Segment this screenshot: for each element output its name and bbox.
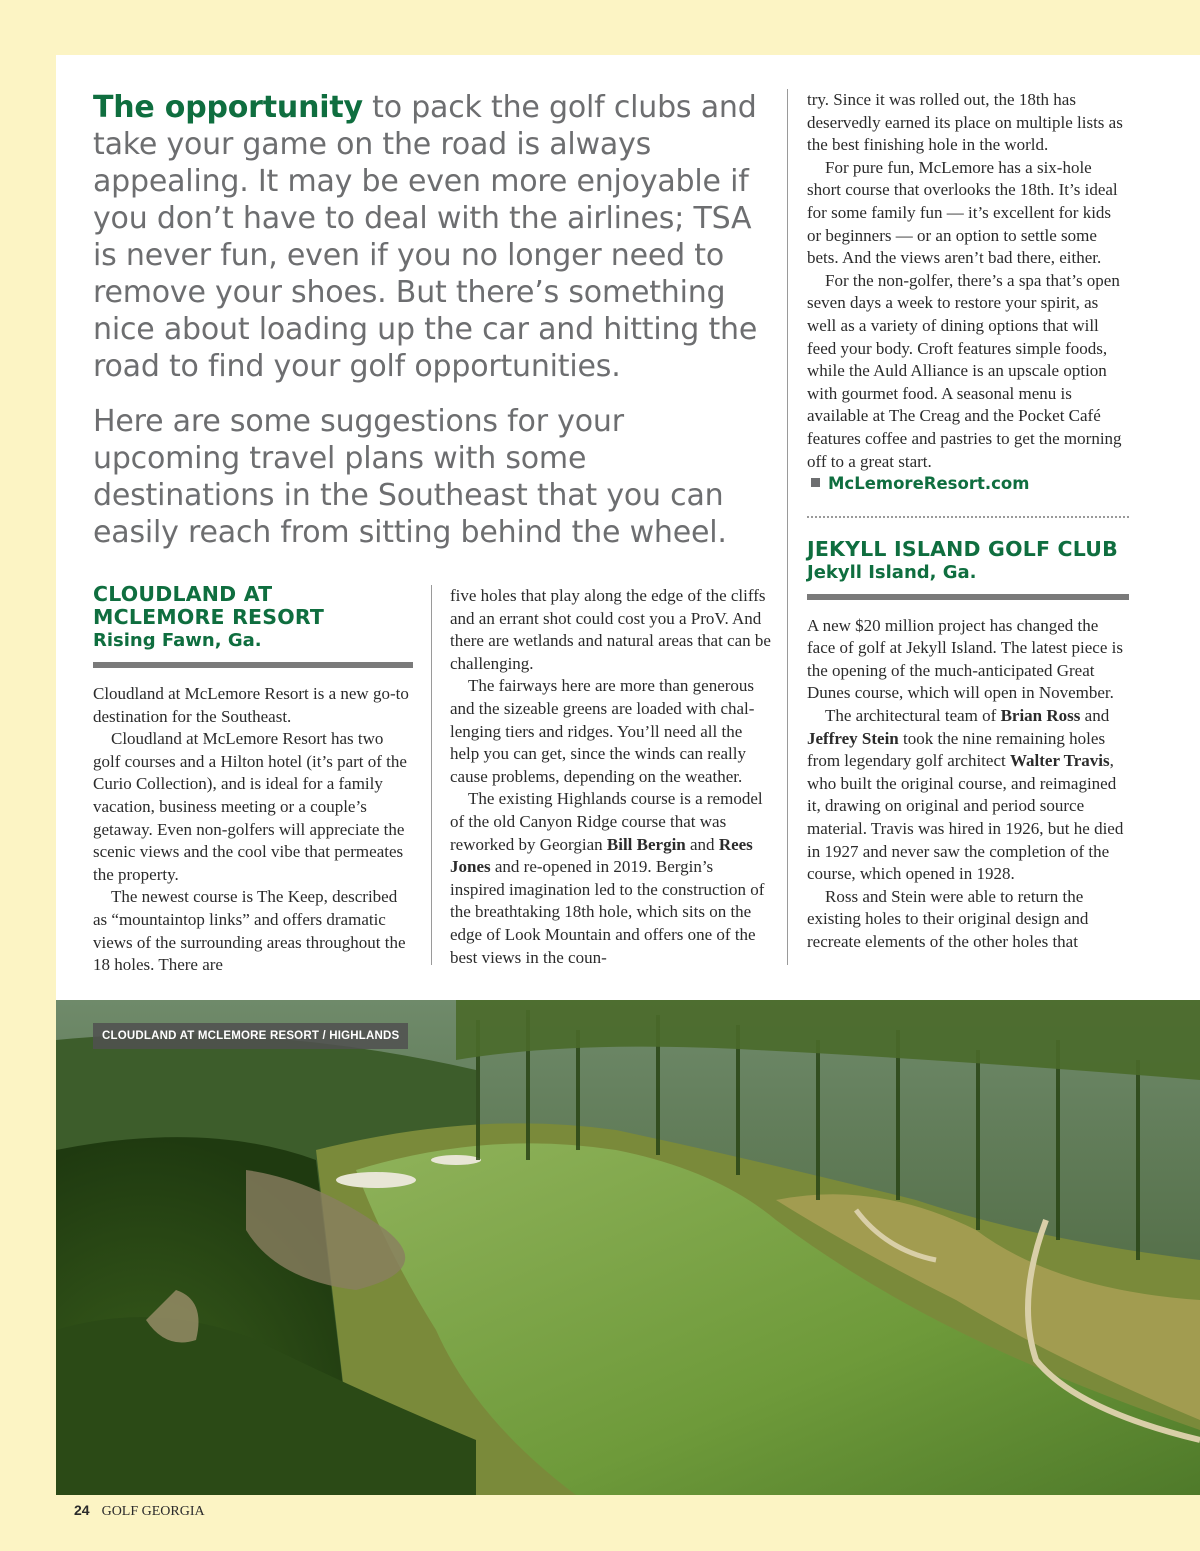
intro-lead: The opportunity — [93, 90, 363, 125]
body-paragraph: Ross and Stein were able to return the existing holes to their original design and recreate elements of the other holes that — [807, 886, 1089, 951]
body-text: and — [685, 834, 719, 854]
body-paragraph: Cloudland at McLemore Resort is a new go-to destination for the Southeast. — [93, 684, 409, 726]
body-text: and re-opened in 2019. Bergin’s inspired imagination led to the construction of the breathtaking 18th hole, which sits on the edge of Look Mountain and offers one of the best views in the coun- — [450, 857, 765, 967]
body-text: and — [1080, 706, 1110, 726]
golf-course-photo — [56, 1000, 1200, 1495]
body-paragraph: The newest course is The Keep, described as “mountaintop links” and offers dramatic views of the surrounding areas throughout the 18 holes. There are — [93, 887, 406, 975]
body-paragraph: try. Since it was rolled out, the 18th has deservedly earned its place on multiple lists as the best finishing hole in the world. — [807, 90, 1123, 155]
intro-paragraph-2: Here are some suggestions for your upcoming travel plans with some destinations in the Southeast that you can easily reach from sitting behind the wheel. — [93, 404, 727, 550]
photo-caption: CLOUDLAND AT MCLEMORE RESORT / HIGHLANDS — [93, 1023, 408, 1049]
column-2 — [450, 585, 772, 969]
section-rule — [93, 662, 413, 668]
body-paragraph: For the non-golfer, there’s a spa that’s open seven days a week to restore your spirit, as well as a variety of dining options that will feed your body. Croft features simple foods, while the Auld Alliance is an upscale option with gourmet food. A seasonal menu is available at The Creag and the Pocket Café features coffee and pastries to get the morning off to a great start. — [807, 270, 1122, 471]
bullet-square-icon — [811, 478, 820, 487]
body-paragraph — [450, 788, 772, 969]
person-name: Walter Travis — [1009, 751, 1110, 771]
cloudland-location: Rising Fawn, Ga. — [93, 630, 262, 651]
jekyll-title: JEKYLL ISLAND GOLF CLUB — [807, 536, 1118, 561]
body-paragraph: five holes that play along the edge of the cliffs and an errant shot could cost you a ProV. And there are wetlands and natural areas that can be challenging. — [450, 586, 771, 673]
section-rule — [807, 594, 1129, 600]
cloudland-title-line-2: MCLEMORE RESORT — [93, 605, 325, 629]
intro-text — [93, 89, 773, 569]
magazine-page — [56, 55, 1200, 1495]
person-name: Jeffrey Stein — [807, 728, 899, 748]
body-text: took the nine remaining holes from legendary golf architect — [807, 728, 1106, 771]
page-footer — [74, 1502, 205, 1520]
body-paragraph: A new $20 million project has changed the face of golf at Jekyll Island. The latest piece is the opening of the much-anticipated Great Dunes course, which will open in November. — [807, 615, 1123, 703]
person-name: Brian Ross — [1000, 706, 1081, 726]
person-name: Bill Bergin — [606, 834, 686, 854]
intro-paragraph-1 — [93, 89, 773, 385]
body-paragraph: For pure fun, McLemore has a six-hole short course that overlooks the 18th. It’s ideal for some family fun — it’s excellent for kids or beginners — or an option to settle some bets. And the views aren’t bad there, either. — [807, 157, 1118, 268]
cloudland-title-line-1: CLOUDLAND AT — [93, 582, 273, 606]
page-number: 24 — [74, 1502, 90, 1518]
cloudland-title — [93, 583, 413, 629]
body-paragraph: The fairways here are more than generous and the sizeable greens are loaded with challenging tiers and ridges. You’ll need all the help you can get, since the winds can really cause problems, depending on the weather. — [450, 676, 755, 786]
resort-link-line — [807, 473, 1129, 496]
resort-link[interactable]: McLemoreResort.com — [828, 474, 1030, 494]
aerial-course-image — [56, 1000, 1200, 1495]
body-text: The existing Highlands course is a remodel of the old Canyon Ridge course that was reworked by Georgian — [450, 789, 763, 854]
intro-paragraph-1-text: to pack the golf clubs and take your game on the road is always appealing. It may be even more enjoyable if you don’t have to deal with the airlines; TSA is never fun, even if you no longer need to remove your shoes. But there’s something nice about loading up the car and hitting the road to find your golf opportunities. — [93, 90, 758, 384]
person-name: Rees Jones — [450, 834, 753, 877]
column-divider-2 — [787, 89, 788, 965]
column-3 — [807, 89, 1129, 954]
column-1 — [93, 583, 413, 977]
body-paragraph — [807, 705, 1129, 886]
body-text: , who built the original course, and reimagined it, drawing on original and period source material. Travis was hired in 1926, but he died in 1927 and never saw the completion of the course, which opened in 1928. — [807, 751, 1124, 884]
dotted-divider — [807, 516, 1129, 518]
jekyll-location: Jekyll Island, Ga. — [807, 561, 977, 583]
publication-name: GOLF GEORGIA — [101, 1504, 205, 1519]
body-paragraph: Cloudland at McLemore Resort has two golf courses and a Hilton hotel (it’s part of the Curio Collection), and is ideal for a family vacation, business meeting or a couple’s getaway. Even non-golfers will appreciate the scenic views and the cool vibe that permeates the property. — [93, 729, 407, 884]
body-text: The architectural team of — [825, 706, 1001, 726]
column-divider-1 — [431, 585, 432, 965]
